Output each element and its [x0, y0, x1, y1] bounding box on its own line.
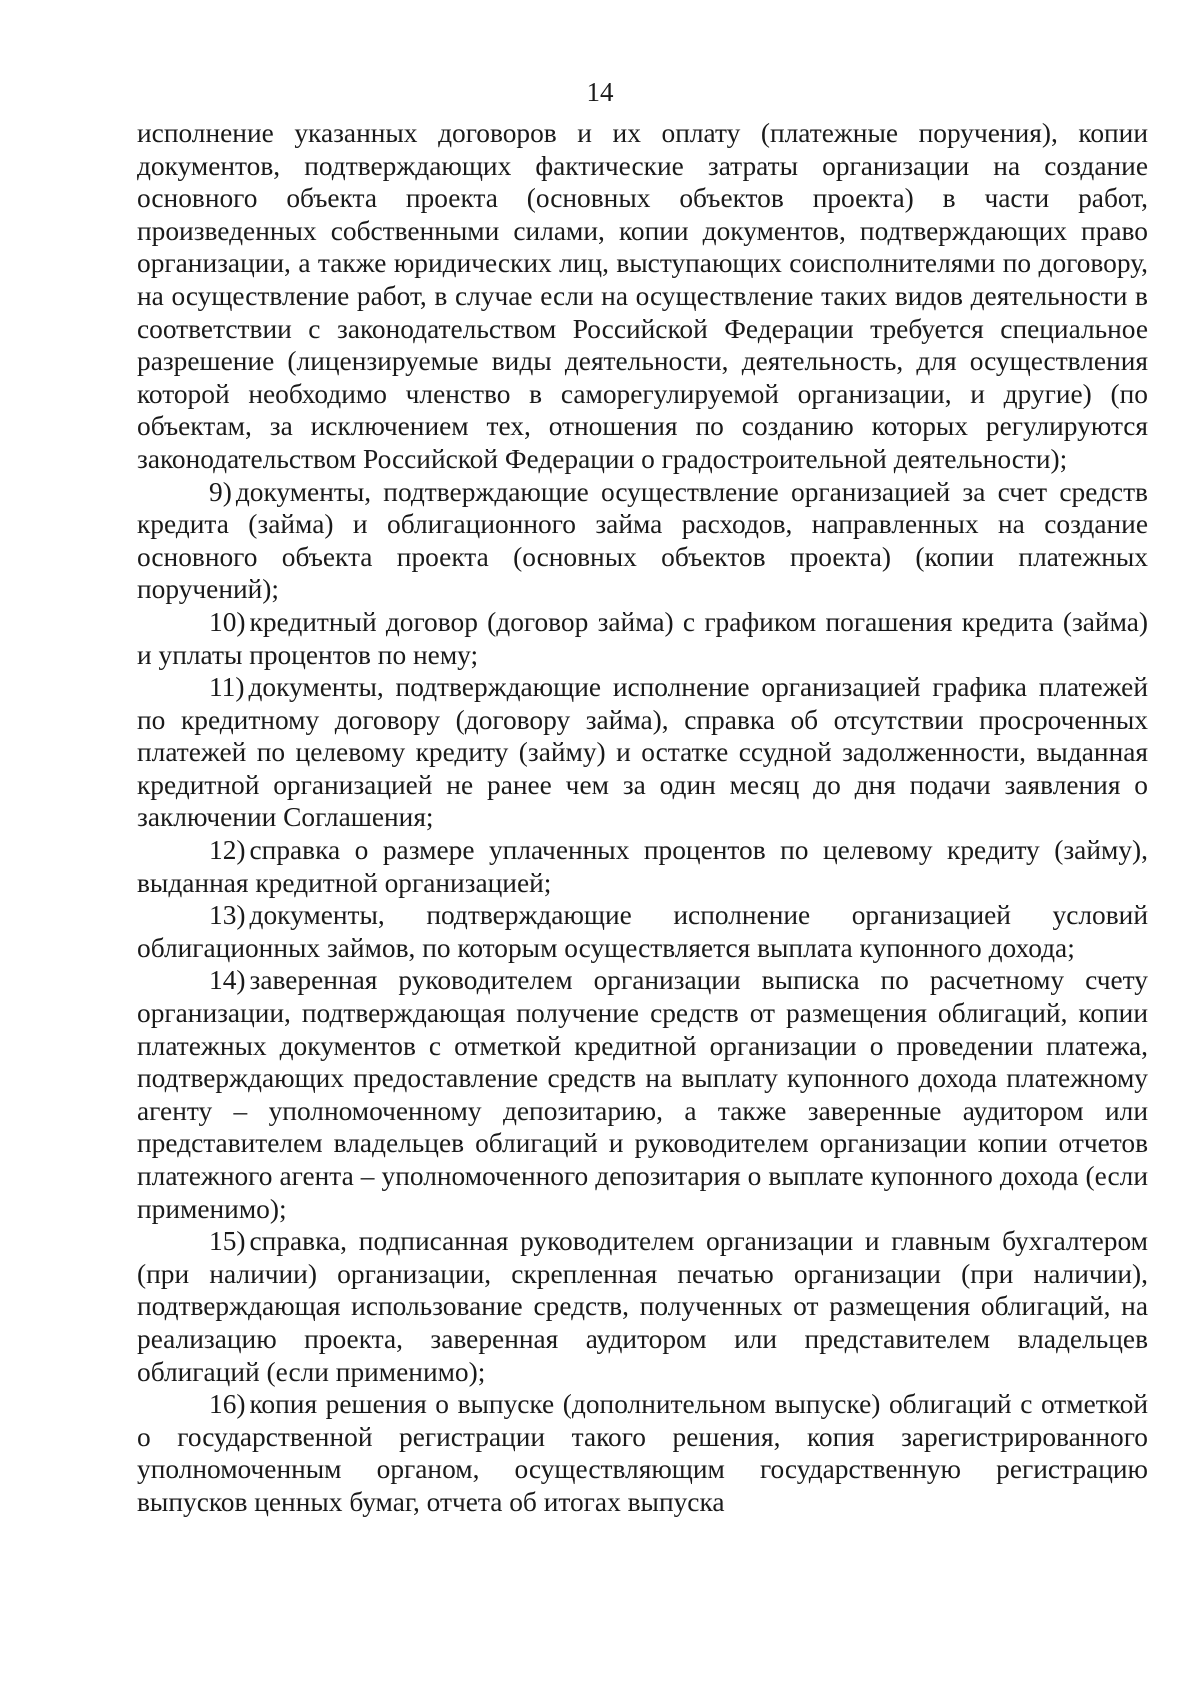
paragraph-text: документы, подтверждающие исполнение организацией условий облигационных займов, по которым осуществляется выплата купонного дохода;	[137, 900, 1148, 963]
list-item-number: 16)	[209, 1389, 246, 1420]
paragraph-text: справка о размере уплаченных процентов по целевому кредиту (займу), выданная кредитной организацией;	[137, 835, 1148, 898]
document-body	[137, 117, 1148, 1519]
list-item-number: 9)	[209, 476, 232, 507]
list-item-13	[137, 899, 1148, 964]
list-item-11	[137, 671, 1148, 834]
paragraph-text: документы, подтверждающие осуществление организацией за счет средств кредита (займа) и облигационного займа расходов, направленных на создание основного объекта проекта (основных объектов проекта) (копии платежных поручений);	[137, 476, 1148, 605]
paragraph-text: исполнение указанных договоров и их оплату (платежные поручения), копии документов, подтверждающих фактические затраты организации на создание основного объекта проекта (основных объектов проекта) в части работ, произведенных собственными силами, копии документов, подтверждающих право организации, а также юридических лиц, выступающих соисполнителями по договору, на осуществление работ, в случае если на осуществление таких видов деятельности в соответствии с законодательством Российской Федерации требуется специальное разрешение (лицензируемые виды деятельности, деятельность, для осуществления которой необходимо членство в саморегулируемой организации, и другие) (по объектам, за исключением тех, отношения по созданию которых регулируются законодательством Российской Федерации о градостроительной деятельности);	[137, 118, 1148, 474]
list-item-12	[137, 834, 1148, 899]
page-number: 14	[586, 77, 614, 107]
list-item-15	[137, 1225, 1148, 1388]
list-item-9	[137, 476, 1148, 606]
paragraph-text: копия решения о выпуске (дополнительном выпуске) облигаций с отметкой о государственной регистрации такого решения, копия зарегистрированного уполномоченным органом, осуществляющим государственную регистрацию выпусков ценных бумаг, отчета об итогах выпуска	[137, 1389, 1148, 1517]
paragraph-continuation	[137, 117, 1148, 476]
list-item-number: 11)	[209, 672, 245, 703]
list-item-16	[137, 1388, 1148, 1518]
paragraph-text: документы, подтверждающие исполнение организацией графика платежей по кредитному договору (договору займа), справка об отсутствии просроченных платежей по целевому кредиту (займу) и остатке ссудной задолженности, выданная кредитной организацией не ранее чем за один месяц до дня подачи заявления о заключении Соглашения;	[137, 672, 1148, 833]
list-item-number: 12)	[209, 835, 246, 866]
paragraph-text: кредитный договор (договор займа) с графиком погашения кредита (займа) и уплаты процентов по нему;	[137, 606, 1148, 670]
list-item-number: 14)	[209, 965, 246, 996]
paragraph-text: заверенная руководителем организации выписка по расчетному счету организации, подтверждающая получение средств от размещения облигаций, копии платежных документов с отметкой кредитной организации о проведении платежа, подтверждающих предоставление средств на выплату купонного дохода платежному агенту – уполномоченному депозитарию, а также заверенные аудитором или представителем владельцев облигаций и руководителем организации копии отчетов платежного агента – уполномоченного депозитария о выплате купонного дохода (если применимо);	[137, 965, 1148, 1224]
list-item-10	[137, 606, 1148, 671]
list-item-14	[137, 964, 1148, 1225]
list-item-number: 10)	[209, 606, 246, 637]
list-item-number: 13)	[209, 900, 246, 931]
list-item-number: 15)	[209, 1226, 246, 1257]
paragraph-text: справка, подписанная руководителем организации и главным бухгалтером (при наличии) организации, скрепленная печатью организации (при наличии), подтверждающая использование средств, полученных от размещения облигаций, на реализацию проекта, заверенная аудитором или представителем владельцев облигаций (если применимо);	[137, 1226, 1148, 1387]
